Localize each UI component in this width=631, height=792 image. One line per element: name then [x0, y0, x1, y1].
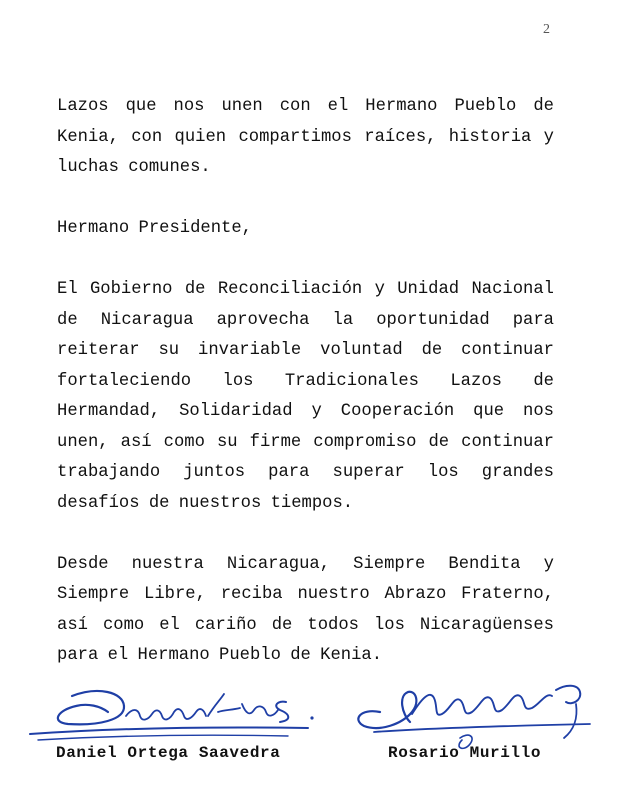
signature-daniel-ortega-image	[28, 676, 328, 748]
paragraph-farewell: Desde nuestra Nicaragua, Siempre Bendita y Siempre Libre, reciba nuestro Abrazo Fraterno, así como el cariño de todos los Nicaragüenses para el Hermano Pueblo de Kenia.	[57, 554, 554, 665]
signature-name-left: Daniel Ortega Saavedra	[56, 744, 281, 762]
paragraph-salutation: Hermano Presidente,	[57, 219, 252, 238]
paragraph-government-statement: El Gobierno de Reconciliación y Unidad Nacional de Nicaragua aprovecha la oportunidad para reiterar su invariable voluntad de continuar fortaleciendo los Tradicionales Lazos de Hermandad, Solidaridad y Cooperación que nos unen, así como su firme compromiso de continuar trabajando juntos para superar los grandes desafíos de nuestros tiempos.	[57, 280, 554, 513]
page-number: 2	[543, 22, 550, 37]
letter-body	[57, 92, 554, 672]
signature-name-right: Rosario Murillo	[388, 744, 542, 762]
paragraph-closing-ties: Lazos que nos unen con el Hermano Pueblo de Kenia, con quien compartimos raíces, historia y luchas comunes.	[57, 97, 554, 177]
